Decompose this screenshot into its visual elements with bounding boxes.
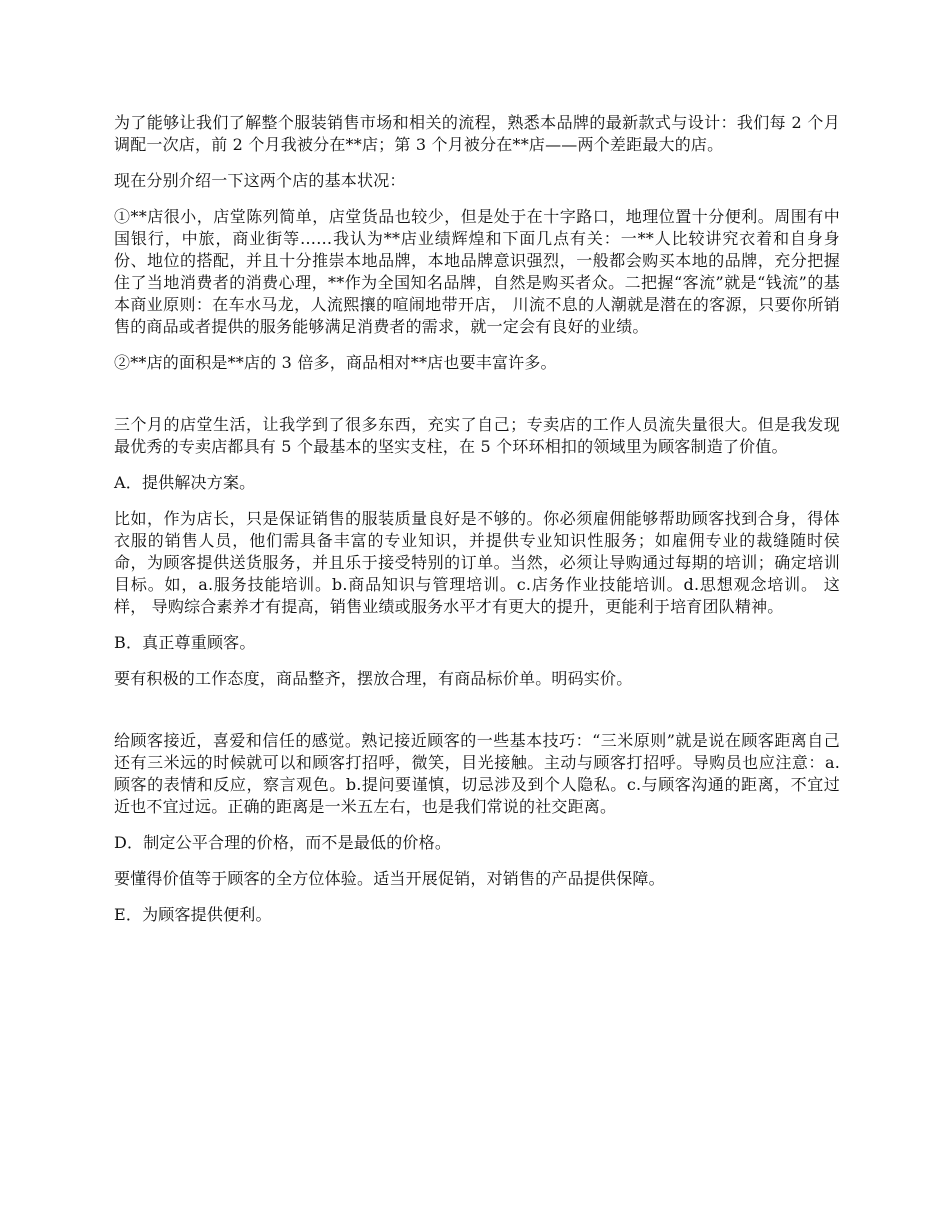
- heading-a: A．提供解决方案。: [114, 473, 256, 492]
- paragraph-experience: 三个月的店堂生活，让我学到了很多东西，充实了自己；专卖店的工作人员流失量很大。但是我发现最优秀的专卖店都具有 5 个最基本的坚实支柱，在 5 个环环相扣的领域里为顾客制造了价值。: [114, 415, 840, 456]
- paragraph-intro: 为了能够让我们了解整个服装销售市场和相关的流程，熟悉本品牌的最新款式与设计：我们每 2 个月调配一次店，前 2 个月我被分在**店；第 3 个月被分在**店——两个差距最大的店。: [114, 113, 840, 154]
- heading-e: E．为顾客提供便利。: [114, 905, 272, 924]
- paragraph-store-two: ②**店的面积是**店的 3 倍多，商品相对**店也要丰富许多。: [114, 353, 557, 372]
- document-page: [114, 112, 840, 940]
- paragraph-approach: 给顾客接近，喜爱和信任的感觉。熟记接近顾客的一些基本技巧：“三米原则”就是说在顾客距离自己还有三米远的时候就可以和顾客打招呼，微笑，目光接触。主动与顾客打招呼。导购员也应注意：a.顾客的表情和反应，察言观色。b.提问要谨慎，切忌涉及到个人隐私。c.与顾客沟通的距离，不宜过近也不宜过远。正确的距离是一米五左右，也是我们常说的社交距离。: [114, 731, 840, 816]
- heading-b: B．真正尊重顾客。: [114, 633, 256, 652]
- paragraph-a-body: 比如，作为店长，只是保证销售的服装质量良好是不够的。你必须雇佣能够帮助顾客找到合身，得体衣服的销售人员，他们需具备丰富的专业知识，并提供专业知识性服务；如雇佣专业的裁缝随时侯命，为顾客提供送货服务，并且乐于接受特别的订单。当然，必须让导购通过每期的培训；确定培训目标。如，a.服务技能培训。b.商品知识与管理培训。c.店务作业技能培训。d.思想观念培训。 这样， 导购综合素养才有提高，销售业绩或服务水平才有更大的提升，更能利于培育团队精神。: [114, 509, 840, 616]
- section-gap: [114, 704, 840, 730]
- paragraph-store-one: ①**店很小，店堂陈列简单，店堂货品也较少，但是处于在十字路口，地理位置十分便利。周围有中国银行，中旅，商业街等……我认为**店业绩辉煌和下面几点有关：一**人比较讲究衣着和自身身份、地位的搭配，并且十分推崇本地品牌，本地品牌意识强烈，一般都会购买本地的品牌，充分把握住了当地消费者的消费心理，**作为全国知名品牌，自然是购买者众。二把握“客流”就是“钱流”的基本商业原则：在车水马龙，人流熙攘的喧闹地带开店， 川流不息的人潮就是潜在的客源，只要你所销售的商品或者提供的服务能够满足消费者的需求，就一定会有良好的业绩。: [114, 207, 840, 336]
- paragraph-b-body: 要有积极的工作态度，商品整齐，摆放合理，有商品标价单。明码实价。: [114, 669, 633, 688]
- section-gap: [114, 388, 840, 414]
- heading-d: D．制定公平合理的价格，而不是最低的价格。: [114, 833, 452, 852]
- paragraph-d-body: 要懂得价值等于顾客的全方位体验。适当开展促销，对销售的产品提供保障。: [114, 869, 665, 888]
- paragraph-store-overview: 现在分别介绍一下这两个店的基本状况：: [114, 171, 406, 190]
